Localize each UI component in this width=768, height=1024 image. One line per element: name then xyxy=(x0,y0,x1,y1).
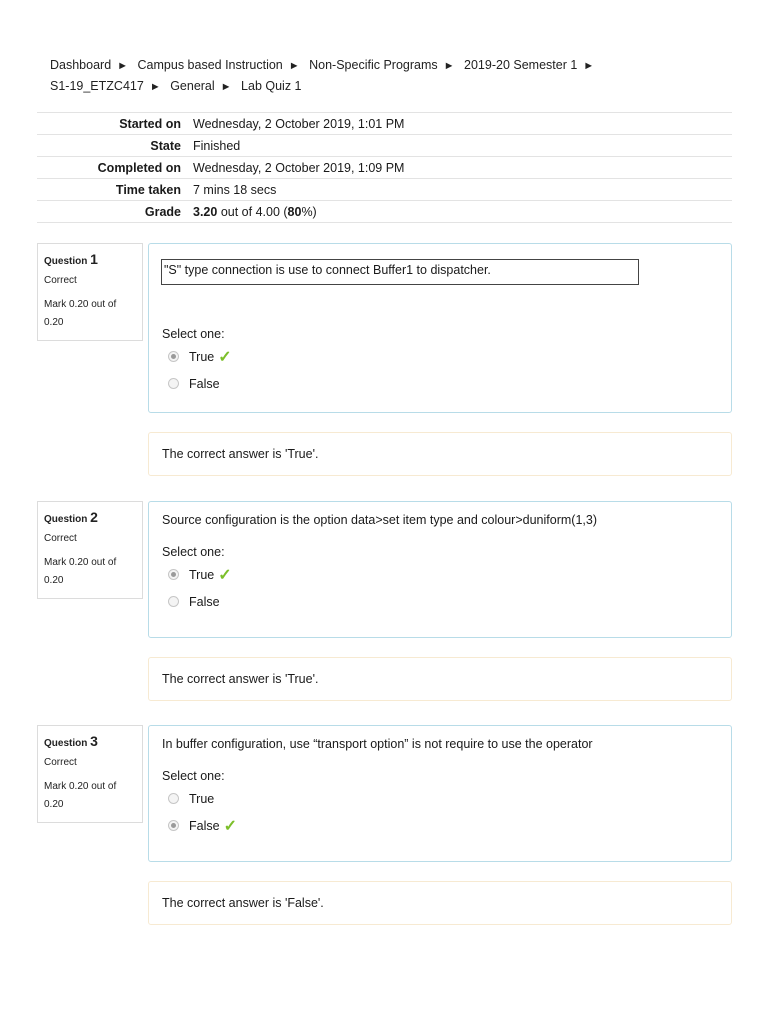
summary-label: Grade xyxy=(144,204,181,219)
radio-true[interactable] xyxy=(168,569,179,580)
question-text: "S" type connection is use to connect Buffer1 to dispatcher. xyxy=(161,259,639,285)
answer-option-true[interactable] xyxy=(162,785,718,812)
question-text: Source configuration is the option data>set item type and colour>duniform(1,3) xyxy=(162,513,597,527)
answer-option-true[interactable] xyxy=(162,343,718,370)
option-label: True xyxy=(189,791,215,806)
check-icon: ✓ xyxy=(223,817,237,835)
breadcrumb-separator: ► xyxy=(288,60,300,72)
breadcrumb-separator: ► xyxy=(117,60,129,72)
select-prompt: Select one: xyxy=(162,769,225,783)
summary-value: Wednesday, 2 October 2019, 1:09 PM xyxy=(193,160,405,175)
answer-option-false[interactable] xyxy=(162,370,718,397)
breadcrumb-separator: ► xyxy=(443,60,455,72)
option-label: False xyxy=(189,594,220,609)
breadcrumb-separator: ► xyxy=(149,81,161,93)
summary-label: Started on xyxy=(119,116,181,131)
correct-answer-text: The correct answer is 'False'. xyxy=(162,896,324,910)
grade-text-end: %) xyxy=(301,204,317,219)
answer-option-false[interactable] xyxy=(162,588,718,615)
summary-value: 7 mins 18 secs xyxy=(193,182,277,197)
grade-percent: 80 xyxy=(287,204,302,219)
grade-score: 3.20 xyxy=(193,204,218,219)
attempt-summary-table xyxy=(37,112,732,223)
question-info xyxy=(37,243,143,341)
question-mark: Mark 0.20 out of 0.20 xyxy=(44,299,117,328)
summary-label: Completed on xyxy=(97,160,181,175)
summary-row-state xyxy=(37,135,732,157)
breadcrumb-dashboard[interactable]: Dashboard xyxy=(50,58,112,72)
answer-option-false[interactable] xyxy=(162,812,718,839)
breadcrumb-separator: ► xyxy=(220,81,232,93)
summary-value: Finished xyxy=(193,138,241,153)
summary-row-time xyxy=(37,179,732,201)
question-state: Correct xyxy=(44,757,77,768)
breadcrumb-programs[interactable]: Non-Specific Programs xyxy=(309,58,438,72)
answer-option-true[interactable] xyxy=(162,561,718,588)
question-state: Correct xyxy=(44,275,77,286)
option-label: True xyxy=(189,349,215,364)
question-text: In buffer configuration, use “transport option” is not require to use the operator xyxy=(162,737,593,751)
breadcrumb-semester[interactable]: 2019-20 Semester 1 xyxy=(464,58,578,72)
summary-label: State xyxy=(150,138,181,153)
question-number: 1 xyxy=(90,251,98,267)
summary-value: Wednesday, 2 October 2019, 1:01 PM xyxy=(193,116,405,131)
breadcrumb-general[interactable]: General xyxy=(170,79,215,93)
breadcrumb xyxy=(50,55,690,97)
check-icon: ✓ xyxy=(218,566,232,584)
radio-true[interactable] xyxy=(168,351,179,362)
breadcrumb-course[interactable]: S1-19_ETZC417 xyxy=(50,79,144,93)
radio-false[interactable] xyxy=(168,378,179,389)
option-label: True xyxy=(189,567,215,582)
breadcrumb-separator: ► xyxy=(583,60,595,72)
select-prompt: Select one: xyxy=(162,545,225,559)
question-feedback xyxy=(148,432,732,476)
question-number: 3 xyxy=(90,733,98,749)
question-feedback xyxy=(148,657,732,701)
question-feedback xyxy=(148,881,732,925)
question-content xyxy=(148,243,732,413)
breadcrumb-lab-quiz[interactable]: Lab Quiz 1 xyxy=(241,79,302,93)
radio-true[interactable] xyxy=(168,793,179,804)
question-mark: Mark 0.20 out of 0.20 xyxy=(44,557,117,586)
question-content xyxy=(148,501,732,638)
question-state: Correct xyxy=(44,533,77,544)
question-content xyxy=(148,725,732,862)
summary-row-grade xyxy=(37,201,732,223)
correct-answer-text: The correct answer is 'True'. xyxy=(162,672,319,686)
option-label: False xyxy=(189,818,220,833)
summary-row-completed xyxy=(37,157,732,179)
question-info xyxy=(37,501,143,599)
question-info xyxy=(37,725,143,823)
summary-value xyxy=(187,201,732,223)
correct-answer-text: The correct answer is 'True'. xyxy=(162,447,319,461)
question-mark: Mark 0.20 out of 0.20 xyxy=(44,781,117,810)
breadcrumb-campus[interactable]: Campus based Instruction xyxy=(137,58,283,72)
question-label: Question xyxy=(44,256,88,267)
question-number: 2 xyxy=(90,509,98,525)
summary-label: Time taken xyxy=(115,182,181,197)
option-label: False xyxy=(189,376,220,391)
check-icon: ✓ xyxy=(218,348,232,366)
radio-false[interactable] xyxy=(168,596,179,607)
radio-false[interactable] xyxy=(168,820,179,831)
question-label: Question xyxy=(44,514,88,525)
grade-text: out of 4.00 ( xyxy=(217,204,288,219)
question-label: Question xyxy=(44,738,88,749)
summary-row-started xyxy=(37,113,732,135)
select-prompt: Select one: xyxy=(162,327,225,341)
